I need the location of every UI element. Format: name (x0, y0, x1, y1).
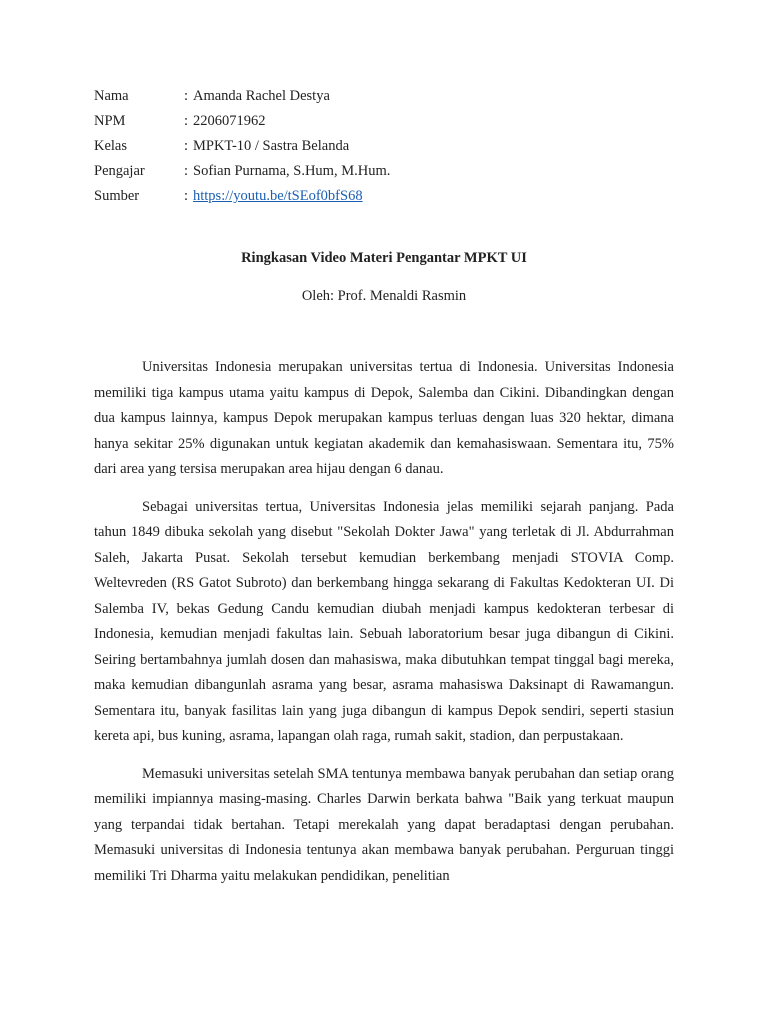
info-separator: : (184, 113, 189, 129)
info-row-nama (94, 86, 654, 111)
body-paragraph: Sebagai universitas tertua, Universitas Indonesia jelas memiliki sejarah panjang. Pada tahun 1849 dibuka sekolah yang disebut "Sekolah Dokter Jawa" yang terletak di Jl. Abdurrahman Saleh, Jakarta Pusat. Sekolah tersebut kemudian berkembang menjadi STOVIA Comp. Weltevreden (RS Gatot Subroto) dan berkembang hingga sekarang di Fakultas Kedokteran UI. Di Salemba IV, bekas Gedung Candu kemudian diubah menjadi kampus kedokteran terbesar di Indonesia, kemudian menjadi fakultas lain. Sebuah laboratorium besar juga dibangun di Cikini. Seiring bertambahnya jumlah dosen dan mahasiswa, maka dibutuhkan tempat tinggal bagi mereka, maka kemudian dibangunlah asrama yang besar, asrama mahasiswa Daksinapt di Rawamangun. Sementara itu, banyak fasilitas lain yang juga dibangun di kampus Depok sendiri, seperti stasiun kereta api, bus kuning, asrama, lapangan olah raga, rumah sakit, stadion, dan perpustakaan. (94, 498, 674, 744)
info-separator: : (184, 188, 189, 204)
student-info (94, 86, 654, 211)
info-value: 2206071962 (193, 113, 266, 129)
info-label: Kelas (94, 138, 128, 154)
info-value: Amanda Rachel Destya (193, 88, 330, 104)
info-label: Sumber (94, 188, 140, 204)
info-separator: : (184, 138, 189, 154)
info-value: MPKT-10 / Sastra Belanda (193, 138, 350, 154)
info-row-npm (94, 111, 654, 136)
info-separator: : (184, 88, 189, 104)
body-paragraph: Memasuki universitas setelah SMA tentunya membawa banyak perubahan dan setiap orang memiliki impiannya masing-masing. Charles Darwin berkata bahwa "Baik yang terkuat maupun yang terpandai tidak bertahan. Tetapi merekalah yang dapat beradaptasi dengan perubahan. Memasuki universitas di Indonesia tentunya akan membawa banyak perubahan. Perguruan tinggi memiliki Tri Dharma yaitu melakukan pendidikan, penelitian (94, 765, 674, 884)
info-row-kelas (94, 136, 654, 161)
info-label: NPM (94, 113, 126, 129)
info-row-sumber (94, 186, 654, 211)
body-paragraph: Universitas Indonesia merupakan universitas tertua di Indonesia. Universitas Indonesia memiliki tiga kampus utama yaitu kampus di Depok, Salemba dan Cikini. Dibandingkan dengan dua kampus lainnya, kampus Depok merupakan kampus terluas dengan luas 320 hektar, dimana hanya sekitar 25% digunakan untuk kegiatan akademik dan kemahasiswaan. Sementara itu, 75% dari area yang tersisa merupakan area hijau dengan 6 danau. (94, 359, 674, 477)
info-separator: : (184, 163, 189, 179)
info-value: Sofian Purnama, S.Hum, M.Hum. (193, 163, 391, 179)
info-label: Nama (94, 88, 129, 104)
document-author: Oleh: Prof. Menaldi Rasmin (301, 288, 467, 304)
source-link[interactable]: https://youtu.be/tSEof0bfS68 (193, 188, 363, 204)
info-row-pengajar (94, 161, 654, 186)
info-label: Pengajar (94, 163, 145, 179)
document-title: Ringkasan Video Materi Pengantar MPKT UI (241, 250, 527, 266)
document-body (94, 355, 674, 901)
